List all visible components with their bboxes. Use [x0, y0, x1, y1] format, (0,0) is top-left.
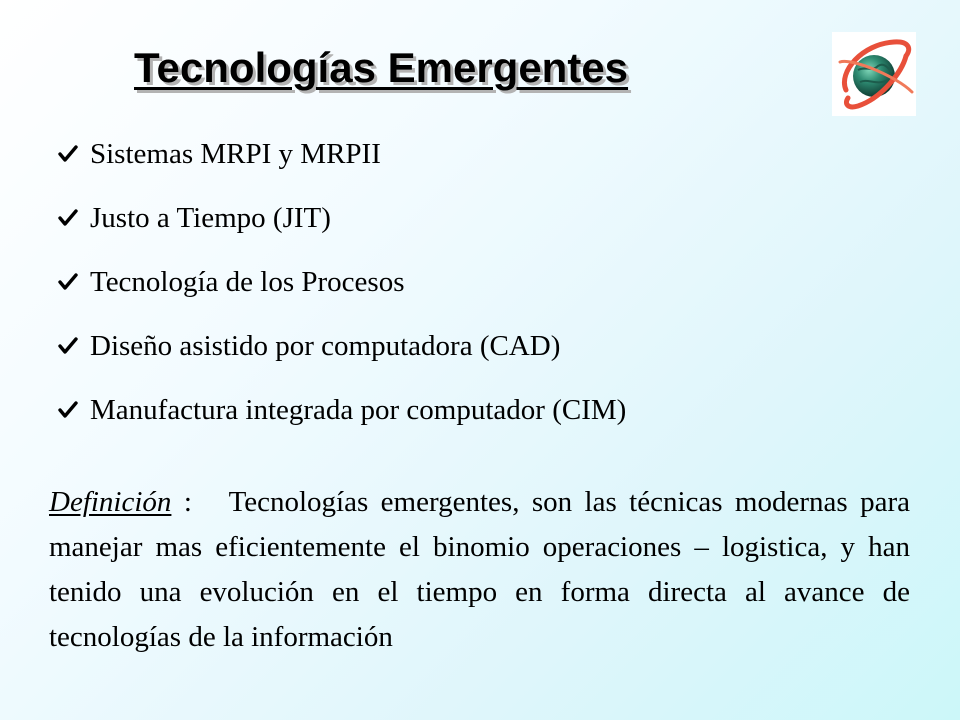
checkmark-icon — [58, 273, 90, 291]
checkmark-icon — [58, 209, 90, 227]
checkmark-icon — [58, 401, 90, 419]
bullet-text: Manufactura integrada por computador (CIM) — [90, 393, 627, 426]
checkmark-icon — [58, 145, 90, 163]
bullet-text: Diseño asistido por computadora (CAD) — [90, 329, 561, 362]
definition-term: Definición — [49, 486, 172, 518]
bullet-text: Sistemas MRPI y MRPII — [90, 137, 381, 170]
checkmark-icon — [58, 337, 90, 355]
bullet-text: Tecnología de los Procesos — [90, 265, 405, 298]
bullet-item — [58, 314, 626, 378]
bullet-item — [58, 250, 626, 314]
definition-separator: : — [171, 486, 229, 518]
slide-title: Tecnologías Emergentes — [134, 44, 629, 91]
bullet-list — [58, 122, 626, 442]
definition-paragraph — [49, 480, 910, 660]
bullet-item — [58, 122, 626, 186]
definition-text: Tecnologías emergentes, son las técnicas modernas para manejar mas eficientemente el binomio operaciones – logistica, y han tenido una evolución en el tiempo en forma directa al avance de tecnologías de la información — [49, 486, 910, 653]
bullet-text: Justo a Tiempo (JIT) — [90, 201, 331, 234]
globe-orbit-icon — [832, 32, 916, 116]
bullet-item — [58, 378, 626, 442]
bullet-item — [58, 186, 626, 250]
